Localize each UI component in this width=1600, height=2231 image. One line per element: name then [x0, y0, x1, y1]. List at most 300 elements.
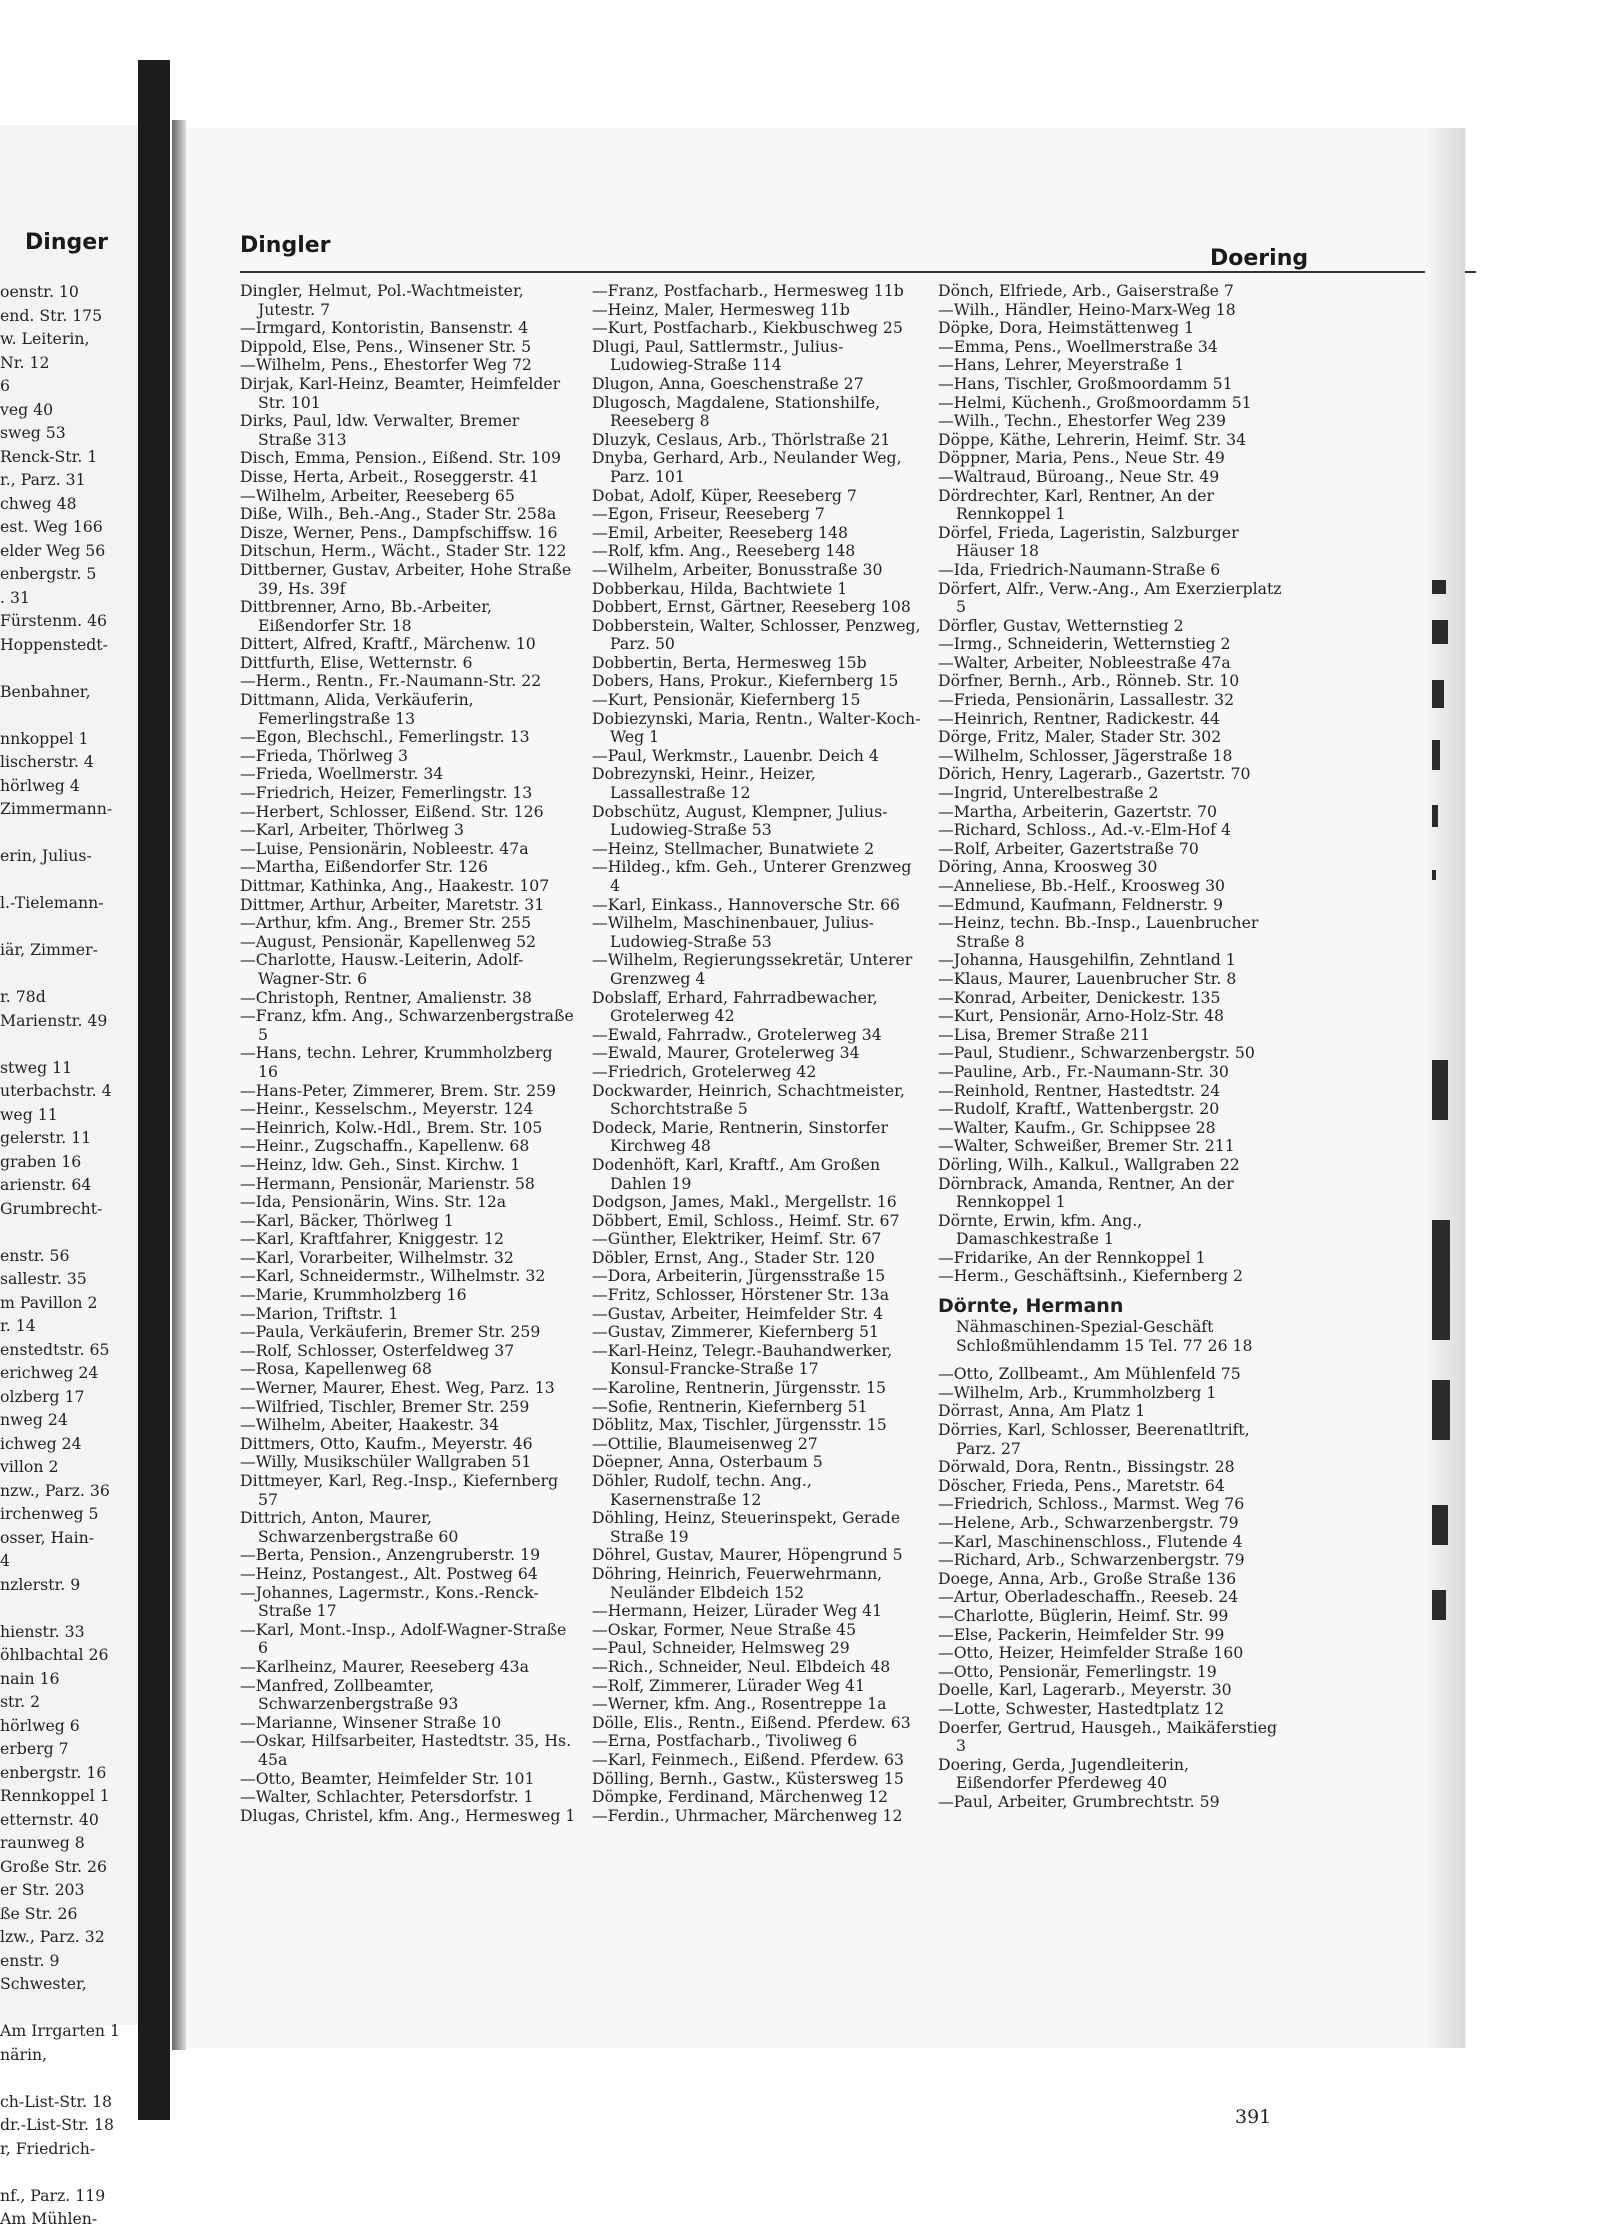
previous-page-line: oenstr. 10	[0, 282, 79, 301]
directory-entry: —Egon, Friseur, Reeseberg 7	[592, 504, 825, 524]
previous-page-line: olzberg 17	[0, 1386, 85, 1406]
directory-entry: —Wilhelm, Pens., Ehestorfer Weg 72	[240, 355, 532, 375]
previous-page-line: . 31	[0, 587, 30, 607]
directory-entry: —Richard, Arb., Schwarzenbergstr. 79	[938, 1550, 1245, 1570]
next-page-edge-marks	[1430, 580, 1452, 1680]
previous-page-line: iär, Zimmer-	[0, 940, 98, 959]
previous-page-line: stweg 11	[0, 1057, 73, 1077]
directory-entry: Dölle, Elis., Rentn., Eißend. Pferdew. 63	[592, 1712, 911, 1732]
directory-entry: Döppe, Käthe, Lehrerin, Heimf. Str. 34	[938, 429, 1247, 449]
directory-entry: —Irmgard, Kontoristin, Bansenstr. 4	[240, 318, 529, 338]
directory-entry: —Fridarike, An der Rennkoppel 1	[938, 1247, 1206, 1267]
directory-entry: —Herbert, Schlosser, Eißend. Str. 126	[240, 801, 544, 821]
directory-entry: Dlugas, Christel, kfm. Ang., Hermesweg 1	[240, 1805, 576, 1825]
directory-entry: —August, Pensionär, Kapellenweg 52	[240, 931, 537, 951]
directory-entry: —Karl, Schneidermstr., Wilhelmstr. 32	[240, 1266, 546, 1286]
directory-entry: Dölling, Bernh., Gastw., Küstersweg 15	[592, 1768, 904, 1788]
directory-entry: Dippold, Else, Pens., Winsener Str. 5	[240, 336, 532, 356]
directory-entry: —Charlotte, Büglerin, Heimf. Str. 99	[938, 1605, 1229, 1625]
directory-entry: Dörnte, Erwin, kfm. Ang., Damaschkestraße 1	[938, 1210, 1143, 1249]
previous-page-line: sweg 53	[0, 423, 66, 442]
directory-entry: —Wilhelm, Arbeiter, Bonusstraße 30	[592, 559, 883, 579]
directory-entry: Döring, Anna, Kroosweg 30	[938, 857, 1158, 877]
previous-page-line: Fürstenm. 46	[0, 611, 108, 630]
directory-entry: Dirjak, Karl-Heinz, Beamter, Heimfelder Str. 101	[240, 373, 561, 412]
previous-page-line: erberg 7	[0, 1739, 69, 1758]
directory-entry: —Heinz, Stellmacher, Bunatwiete 2	[592, 838, 875, 858]
header-rule	[240, 271, 1476, 273]
directory-entry: —Wilh., Händler, Heino-Marx-Weg 18	[938, 299, 1236, 319]
directory-entry: Dockwarder, Heinrich, Schachtmeister, Schorchtstraße 5	[592, 1080, 905, 1119]
directory-entry: Dobschütz, August, Klempner, Julius-Ludowieg-Straße 53	[592, 801, 888, 840]
directory-entry: —Rolf, Arbeiter, Gazertstraße 70	[938, 838, 1199, 858]
directory-entry: —Frieda, Thörlweg 3	[240, 745, 408, 765]
directory-entry: —Friedrich, Grotelerweg 42	[592, 1061, 817, 1081]
directory-page	[186, 128, 1466, 2128]
directory-entry: —Karl, Maschinenschloss., Flutende 4	[938, 1531, 1243, 1551]
directory-entry: Dodeck, Marie, Rentnerin, Sinstorfer Kirchweg 48	[592, 1117, 889, 1156]
directory-entry: Dörries, Karl, Schlosser, Beerenatltrift, Parz. 27	[938, 1420, 1250, 1458]
previous-page-line	[0, 656, 112, 680]
directory-entry: Döblitz, Max, Tischler, Jürgensstr. 15	[592, 1415, 887, 1435]
directory-entry: —Martha, Eißendorfer Str. 126	[240, 857, 488, 877]
directory-entry: —Wilfried, Tischler, Bremer Str. 259	[240, 1396, 530, 1416]
directory-entry: —Ottilie, Blaumeisenweg 27	[592, 1433, 818, 1453]
directory-entry: —Hans, Tischler, Großmoordamm 51	[938, 373, 1233, 393]
directory-entry: —Walter, Kaufm., Gr. Schippsee 28	[938, 1117, 1216, 1137]
previous-page-header: Dinger	[25, 230, 108, 255]
directory-entry: —Heinr., Zugschaffn., Kapellenw. 68	[240, 1136, 530, 1156]
previous-page-line: arienstr. 64	[0, 1175, 92, 1194]
previous-page-line: nweg 24	[0, 1410, 68, 1429]
previous-page-line: enbergstr. 16	[0, 1762, 107, 1782]
directory-entry: —Werner, kfm. Ang., Rosentreppe 1a	[592, 1694, 887, 1714]
directory-entry: —Walter, Schweißer, Bremer Str. 211	[938, 1136, 1235, 1156]
previous-page-line: ch-List-Str. 18	[0, 2091, 113, 2111]
directory-entry: —Otto, Pensionär, Femerlingstr. 19	[938, 1661, 1217, 1681]
directory-entry: —Manfred, Zollbeamter, Schwarzenbergstraße 93	[240, 1675, 459, 1714]
directory-entry: —Karoline, Rentnerin, Jürgensstr. 15	[592, 1378, 887, 1398]
directory-entry: —Wilhelm, Regierungssekretär, Unterer Grenzweg 4	[592, 950, 913, 988]
book-binding	[138, 60, 170, 2120]
directory-entry: —Marie, Krummholzberg 16	[240, 1285, 467, 1305]
directory-entry: —Wilhelm, Arb., Krummholzberg 1	[938, 1382, 1217, 1402]
directory-entry: —Richard, Schloss., Ad.-v.-Elm-Hof 4	[938, 820, 1231, 840]
directory-entry: —Edmund, Kaufmann, Feldnerstr. 9	[938, 894, 1224, 914]
directory-entry: Dnyba, Gerhard, Arb., Neulander Weg, Parz. 101	[592, 448, 902, 486]
directory-column-1	[240, 282, 576, 1825]
running-head-left: Dingler	[240, 233, 331, 258]
previous-page-line: elder Weg 56	[0, 540, 106, 560]
directory-entry: —Emil, Arbeiter, Reeseberg 148	[592, 522, 849, 542]
directory-entry: —Hermann, Pensionär, Marienstr. 58	[240, 1173, 535, 1193]
directory-entry: —Else, Packerin, Heimfelder Str. 99	[938, 1624, 1225, 1644]
directory-entry: —Heinz, ldw. Geh., Sinst. Kirchw. 1	[240, 1154, 521, 1174]
previous-page-line: str. 2	[0, 1692, 41, 1711]
previous-page-line: lischerstr. 4	[0, 752, 94, 771]
directory-entry: Doering, Gerda, Jugendleiterin, Eißendorfer Pferdeweg 40	[938, 1754, 1189, 1793]
directory-entry: —Günther, Elektriker, Heimf. Str. 67	[592, 1229, 882, 1249]
directory-entry: Dörge, Fritz, Maler, Stader Str. 302	[938, 727, 1222, 747]
previous-page-line: Rennkoppel 1	[0, 1786, 110, 1805]
directory-entry: Disze, Werner, Pens., Dampfschiffsw. 16	[240, 522, 558, 542]
directory-entry: Dittberner, Gustav, Arbeiter, Hohe Straße 39, Hs. 39f	[240, 559, 572, 598]
directory-entry: Dittmers, Otto, Kaufm., Meyerstr. 46	[240, 1433, 533, 1453]
previous-page-line: weg 11	[0, 1104, 58, 1124]
previous-page-line: l.-Tielemann-	[0, 893, 104, 912]
directory-entry: —Karl, Arbeiter, Thörlweg 3	[240, 820, 465, 840]
running-head-right: Doering	[1210, 246, 1309, 271]
previous-page-line: chweg 48	[0, 493, 77, 513]
previous-page-line: närin,	[0, 2044, 48, 2064]
directory-entry: —Lotte, Schwester, Hastedtplatz 12	[938, 1698, 1225, 1718]
directory-entry: —Paula, Verkäuferin, Bremer Str. 259	[240, 1322, 541, 1342]
directory-entry: —Karl, Vorarbeiter, Wilhelmstr. 32	[240, 1247, 514, 1267]
directory-entry: —Karl, Feinmech., Eißend. Pferdew. 63	[592, 1749, 905, 1769]
directory-entry: Dobbert, Ernst, Gärtner, Reeseberg 108	[592, 597, 911, 617]
previous-page-line: ichweg 24	[0, 1433, 82, 1453]
directory-entry: —Werner, Maurer, Ehest. Weg, Parz. 13	[240, 1378, 555, 1398]
directory-entry: Disse, Herta, Arbeit., Roseggerstr. 41	[240, 466, 540, 486]
directory-entry: —Hans, techn. Lehrer, Krummholzberg 16	[240, 1043, 553, 1081]
directory-entry: Dörnbrack, Amanda, Rentner, An der Rennkoppel 1	[938, 1173, 1234, 1212]
directory-entry: Dobberkau, Hilda, Bachtwiete 1	[592, 578, 848, 598]
previous-page-line: dr.-List-Str. 18	[0, 2115, 114, 2134]
directory-entry: —Franz, Postfacharb., Hermesweg 11b	[592, 281, 904, 300]
directory-entry: —Emma, Pens., Woellmerstraße 34	[938, 336, 1218, 356]
previous-page-line: uterbachstr. 4	[0, 1081, 112, 1100]
directory-entry: —Wilhelm, Abeiter, Haakestr. 34	[240, 1415, 500, 1435]
previous-page-line: Schwester,	[0, 1974, 87, 1993]
page-number: 391	[1235, 2106, 1272, 2128]
directory-entry: Döhring, Heinrich, Feuerwehrmann, Neuländer Elbdeich 152	[592, 1563, 883, 1602]
previous-page-line: Am Mühlen-	[0, 2209, 98, 2228]
directory-entry: Döhling, Heinz, Steuerinspekt, Gerade Straße 19	[592, 1508, 901, 1546]
previous-page-line: nnkoppel 1	[0, 728, 89, 748]
directory-entry: Dobiezynski, Maria, Rentn., Walter-Koch-Weg 1	[592, 708, 921, 747]
directory-entry: Dörfler, Gustav, Wetternstieg 2	[938, 615, 1184, 635]
directory-entry: —Rich., Schneider, Neul. Elbdeich 48	[592, 1656, 891, 1676]
directory-entry: Dittert, Alfred, Kraftf., Märchenw. 10	[240, 634, 536, 654]
previous-page-line	[0, 2160, 112, 2184]
directory-entry: —Ida, Pensionärin, Wins. Str. 12a	[240, 1192, 507, 1212]
directory-entry: —Luise, Pensionärin, Nobleestr. 47a	[240, 838, 529, 858]
previous-page-line: est. Weg 166	[0, 517, 103, 536]
directory-entry: Dittfurth, Elise, Wetternstr. 6	[240, 652, 473, 672]
previous-page-line: Marienstr. 49	[0, 1010, 108, 1030]
previous-page-line	[0, 821, 112, 845]
previous-page-line: Zimmermann-	[0, 799, 113, 818]
directory-entry: Dobberstein, Walter, Schlosser, Penzweg, Parz. 50	[592, 615, 921, 654]
previous-page-line	[0, 1220, 112, 1244]
directory-entry: Dörich, Henry, Lagerarb., Gazertstr. 70	[938, 764, 1251, 784]
directory-entry: Dittmer, Arthur, Arbeiter, Maretstr. 31	[240, 894, 545, 914]
directory-entry: —Wilhelm, Maschinenbauer, Julius-Ludowieg-Straße 53	[592, 913, 875, 951]
directory-entry: —Arthur, kfm. Ang., Bremer Str. 255	[240, 913, 532, 933]
previous-page-line: enstedtstr. 65	[0, 1339, 110, 1359]
directory-entry: —Heinr., Kesselschm., Meyerstr. 124	[240, 1099, 534, 1119]
directory-entry: —Paul, Arbeiter, Grumbrechtstr. 59	[938, 1791, 1220, 1811]
previous-page-line: villon 2	[0, 1457, 59, 1476]
previous-page-line: Renck-Str. 1	[0, 446, 98, 466]
directory-entry: —Irmg., Schneiderin, Wetternstieg 2	[938, 634, 1231, 654]
directory-entry: Dittmar, Kathinka, Ang., Haakestr. 107	[240, 876, 550, 895]
previous-page-line: ße Str. 26	[0, 1903, 78, 1923]
previous-page-line	[0, 868, 112, 892]
previous-page-line: r. 78d	[0, 987, 46, 1006]
previous-page-line: hörlweg 6	[0, 1715, 80, 1735]
directory-entry: Dodgson, James, Makl., Mergellstr. 16	[592, 1192, 897, 1212]
directory-entry: Dömpke, Ferdinand, Märchenweg 12	[592, 1787, 889, 1807]
directory-entry: Doerfer, Gertrud, Hausgeh., Maikäferstieg 3	[938, 1717, 1278, 1756]
directory-entry: Dörling, Wilh., Kalkul., Wallgraben 22	[938, 1154, 1240, 1174]
previous-page-line: lzw., Parz. 32	[0, 1927, 105, 1946]
directory-entry: —Marianne, Winsener Straße 10	[240, 1712, 502, 1732]
advertisement-line: Nähmaschinen-Spezial-Geschäft	[956, 1317, 1214, 1337]
directory-entry: Dörfel, Frieda, Lageristin, Salzburger Häuser 18	[938, 522, 1239, 561]
directory-entry: —Walter, Arbeiter, Nobleestraße 47a	[938, 652, 1231, 672]
directory-entry: —Willy, Musikschüler Wallgraben 51	[240, 1452, 532, 1472]
directory-entry: —Hildeg., kfm. Geh., Unterer Grenzweg 4	[592, 857, 912, 895]
directory-entry: Ditschun, Herm., Wächt., Stader Str. 122	[240, 541, 567, 561]
directory-entry: Döhrel, Gustav, Maurer, Höpengrund 5	[592, 1545, 903, 1565]
directory-entry: Döscher, Frieda, Pens., Maretstr. 64	[938, 1475, 1225, 1495]
previous-page-line: Hoppenstedt-	[0, 634, 108, 654]
previous-page-line: nzlerstr. 9	[0, 1574, 81, 1594]
directory-entry: —Walter, Schlachter, Petersdorfstr. 1	[240, 1787, 534, 1807]
directory-entry: —Reinhold, Rentner, Hastedtstr. 24	[938, 1080, 1221, 1100]
previous-page-line: end. Str. 175	[0, 305, 103, 325]
directory-entry: —Kurt, Pensionär, Kiefernberg 15	[592, 690, 861, 710]
previous-page-line: Nr. 12	[0, 352, 50, 372]
advertisement-name: Dörnte, Hermann	[938, 1295, 1124, 1318]
directory-entry: —Gustav, Zimmerer, Kiefernberg 51	[592, 1322, 880, 1342]
directory-entry: —Ferdin., Uhrmacher, Märchenweg 12	[592, 1805, 903, 1825]
directory-entry: —Friedrich, Heizer, Femerlingstr. 13	[240, 783, 533, 803]
directory-entry: —Karl, Einkass., Hannoversche Str. 66	[592, 894, 901, 914]
directory-entry: —Friedrich, Schloss., Marmst. Weg 76	[938, 1494, 1245, 1514]
previous-page-line: w. Leiterin,	[0, 329, 90, 348]
directory-entry: Dörrast, Anna, Am Platz 1	[938, 1401, 1146, 1421]
directory-entry: —Paul, Werkmstr., Lauenbr. Deich 4	[592, 745, 879, 765]
directory-entry: —Erna, Postfacharb., Tivoliweg 6	[592, 1731, 858, 1751]
directory-entry: —Otto, Heizer, Heimfelder Straße 160	[938, 1643, 1244, 1663]
directory-entry: Dlugi, Paul, Sattlermstr., Julius-Ludowieg-Straße 114	[592, 336, 844, 375]
directory-entry: —Klaus, Maurer, Lauenbrucher Str. 8	[938, 968, 1237, 988]
directory-entry: Dirks, Paul, ldw. Verwalter, Bremer Straße 313	[240, 411, 520, 449]
directory-entry: —Paul, Studienr., Schwarzenbergstr. 50	[938, 1043, 1255, 1063]
directory-entry: —Karl, Mont.-Insp., Adolf-Wagner-Straße 6	[240, 1619, 567, 1658]
directory-entry: Dluzyk, Ceslaus, Arb., Thörlstraße 21	[592, 429, 891, 449]
previous-page-line: erin, Julius-	[0, 846, 92, 865]
directory-entry: —Karl-Heinz, Telegr.-Bauhandwerker, Konsul-Francke-Straße 17	[592, 1340, 893, 1379]
directory-entry: —Rosa, Kapellenweg 68	[240, 1359, 432, 1379]
directory-entry: —Rudolf, Kraftf., Wattenbergstr. 20	[938, 1099, 1220, 1119]
directory-entry: —Rolf, Schlosser, Osterfeldweg 37	[240, 1340, 515, 1360]
directory-entry: —Heinz, Postangest., Alt. Postweg 64	[240, 1563, 538, 1583]
directory-entry: Doelle, Karl, Lagerarb., Meyerstr. 30	[938, 1680, 1232, 1700]
previous-page-line: sallestr. 35	[0, 1269, 87, 1288]
directory-entry: Döppner, Maria, Pens., Neue Str. 49	[938, 448, 1225, 468]
directory-entry: Döbler, Ernst, Ang., Stader Str. 120	[592, 1247, 875, 1267]
directory-entry: —Egon, Blechschl., Femerlingstr. 13	[240, 727, 530, 747]
directory-entry: —Ida, Friedrich-Naumann-Straße 6	[938, 559, 1221, 579]
directory-entry: Dörfert, Alfr., Verw.-Ang., Am Exerzierplatz 5	[938, 578, 1282, 617]
directory-entry: —Hermann, Heizer, Lürader Weg 41	[592, 1601, 883, 1621]
previous-page-line: öhlbachtal 26	[0, 1645, 109, 1664]
previous-page-line	[0, 1032, 112, 1056]
previous-page-line	[0, 2066, 112, 2090]
advertisement-line: Schloßmühlendamm 15 Tel. 77 26 18	[956, 1335, 1253, 1355]
directory-entry: —Sofie, Rentnerin, Kiefernberg 51	[592, 1396, 868, 1416]
previous-page-line: irchenweg 5	[0, 1504, 99, 1523]
previous-page-line: nf., Parz. 119	[0, 2185, 106, 2205]
previous-page-line	[0, 1996, 112, 2020]
directory-entry: —Lisa, Bremer Straße 211	[938, 1024, 1151, 1044]
previous-page-line: Am Irrgarten 1	[0, 2021, 120, 2040]
directory-entry: —Waltraud, Büroang., Neue Str. 49	[938, 466, 1220, 486]
directory-entry: —Kurt, Pensionär, Arno-Holz-Str. 48	[938, 1006, 1225, 1026]
directory-entry: —Hans, Lehrer, Meyerstraße 1	[938, 355, 1185, 375]
directory-entry: —Herm., Rentn., Fr.-Naumann-Str. 22	[240, 671, 542, 691]
directory-entry: —Karl, Bäcker, Thörlweg 1	[240, 1210, 454, 1230]
directory-entry: —Otto, Zollbeamt., Am Mühlenfeld 75	[938, 1364, 1241, 1384]
previous-page-line: enbergstr. 5	[0, 564, 97, 583]
directory-entry: —Wilhelm, Arbeiter, Reeseberg 65	[240, 485, 515, 505]
previous-page-line: hienstr. 33	[0, 1621, 85, 1641]
directory-entry: —Oskar, Hilfsarbeiter, Hastedtstr. 35, Hs. 45a	[240, 1731, 572, 1769]
directory-entry: —Artur, Oberladeschaffn., Reeseb. 24	[938, 1587, 1239, 1607]
previous-page-line: Benbahner,	[0, 681, 91, 701]
directory-entry: —Helene, Arb., Schwarzenbergstr. 79	[938, 1513, 1239, 1532]
directory-entry: —Paul, Schneider, Helmsweg 29	[592, 1638, 850, 1658]
directory-entry: Dördrechter, Karl, Rentner, An der Rennkoppel 1	[938, 485, 1215, 524]
directory-entry: Dobslaff, Erhard, Fahrradbewacher, Grotelerweg 42	[592, 987, 878, 1026]
directory-entry: Dobbertin, Berta, Hermesweg 15b	[592, 652, 867, 672]
directory-entry: Döbbert, Emil, Schloss., Heimf. Str. 67	[592, 1210, 900, 1230]
previous-page-line: raunweg 8	[0, 1833, 85, 1852]
previous-page-line: 4	[0, 1551, 10, 1570]
directory-entry: —Herm., Geschäftsinh., Kiefernberg 2	[938, 1266, 1243, 1286]
directory-entry: —Ewald, Maurer, Grotelerweg 34	[592, 1043, 860, 1063]
previous-page-line: Große Str. 26	[0, 1856, 107, 1876]
previous-page-line	[0, 915, 112, 939]
previous-page-line: er Str. 203	[0, 1880, 85, 1899]
previous-page-line: r., Parz. 31	[0, 470, 86, 489]
directory-entry: —Heinrich, Kolw.-Hdl., Brem. Str. 105	[240, 1117, 543, 1137]
previous-page-line: nain 16	[0, 1668, 60, 1688]
directory-entry: —Konrad, Arbeiter, Denickestr. 135	[938, 987, 1221, 1007]
directory-entry: Disch, Emma, Pension., Eißend. Str. 109	[240, 448, 561, 468]
previous-page-line	[0, 703, 112, 727]
directory-entry: —Kurt, Postfacharb., Kiekbuschweg 25	[592, 318, 903, 338]
directory-entry: —Heinz, Maler, Hermesweg 11b	[592, 299, 850, 319]
previous-page-text	[0, 280, 120, 2231]
directory-entry: —Martha, Arbeiterin, Gazertstr. 70	[938, 801, 1217, 821]
directory-entry: —Rolf, kfm. Ang., Reeseberg 148	[592, 541, 856, 561]
directory-entry: —Christoph, Rentner, Amalienstr. 38	[240, 987, 532, 1007]
previous-page-line: gelerstr. 11	[0, 1128, 92, 1147]
directory-entry: —Johanna, Hausgehilfin, Zehntland 1	[938, 950, 1236, 970]
directory-entry: —Charlotte, Hausw.-Leiterin, Adolf-Wagner-Str. 6	[240, 950, 524, 988]
directory-entry: —Otto, Beamter, Heimfelder Str. 101	[240, 1768, 535, 1788]
directory-entry: —Frieda, Woellmerstr. 34	[240, 764, 444, 784]
directory-entry: Dörwald, Dora, Rentn., Bissingstr. 28	[938, 1457, 1235, 1477]
directory-entry: Dodenhöft, Karl, Kraftf., Am Großen Dahlen 19	[592, 1154, 881, 1193]
previous-page-line: osser, Hain-	[0, 1527, 95, 1547]
previous-page-line: 6	[0, 376, 10, 395]
previous-page-line: enstr. 9	[0, 1950, 60, 1970]
previous-page-line: m Pavillon 2	[0, 1292, 98, 1312]
directory-entry: —Johannes, Lagermstr., Kons.-Renck-Straße 17	[240, 1582, 539, 1621]
previous-page-line: enstr. 56	[0, 1245, 70, 1265]
directory-entry: —Ewald, Fahrradw., Grotelerweg 34	[592, 1024, 882, 1044]
directory-column-3	[938, 282, 1284, 1812]
directory-entry: Dingler, Helmut, Pol.-Wachtmeister, Jutestr. 7	[240, 281, 524, 319]
directory-entry: —Rolf, Zimmerer, Lürader Weg 41	[592, 1675, 865, 1695]
directory-entry: —Pauline, Arb., Fr.-Naumann-Str. 30	[938, 1061, 1229, 1081]
directory-entry: —Anneliese, Bb.-Helf., Kroosweg 30	[938, 876, 1226, 895]
previous-page-line: erichweg 24	[0, 1363, 99, 1382]
directory-entry: —Karlheinz, Maurer, Reeseberg 43a	[240, 1656, 529, 1676]
directory-entry: —Wilhelm, Schlosser, Jägerstraße 18	[938, 745, 1233, 765]
directory-entry: —Ingrid, Unterelbestraße 2	[938, 783, 1159, 803]
directory-entry: Dittbrenner, Arno, Bb.-Arbeiter, Eißendorfer Str. 18	[240, 597, 492, 635]
previous-page-line: nzw., Parz. 36	[0, 1480, 110, 1500]
directory-entry: Dobat, Adolf, Küper, Reeseberg 7	[592, 485, 857, 505]
page-gutter	[172, 120, 186, 2050]
directory-entry: Döepner, Anna, Osterbaum 5	[592, 1452, 823, 1472]
directory-entry: —Hans-Peter, Zimmerer, Brem. Str. 259	[240, 1080, 557, 1100]
directory-entry: Dittrich, Anton, Maurer, Schwarzenbergstraße 60	[240, 1508, 459, 1546]
directory-entry: Diße, Wilh., Beh.-Ang., Stader Str. 258a	[240, 504, 557, 524]
directory-entry: Dönch, Elfriede, Arb., Gaiserstraße 7	[938, 281, 1234, 300]
directory-entry: Dobers, Hans, Prokur., Kiefernberg 15	[592, 671, 899, 691]
directory-entry: Doege, Anna, Arb., Große Straße 136	[938, 1568, 1237, 1588]
directory-entry: —Berta, Pension., Anzengruberstr. 19	[240, 1545, 541, 1565]
directory-entry: Dittmann, Alida, Verkäuferin, Femerlingstraße 13	[240, 690, 474, 728]
directory-entry: Döpke, Dora, Heimstättenweg 1	[938, 318, 1194, 338]
previous-page-line	[0, 1596, 112, 1620]
directory-entry: —Heinrich, Rentner, Radickestr. 44	[938, 708, 1221, 728]
directory-entry: Dobrezynski, Heinr., Heizer, Lassallestraße 12	[592, 764, 816, 803]
directory-entry: Dlugon, Anna, Goeschenstraße 27	[592, 373, 864, 393]
previous-page-line: hörlweg 4	[0, 775, 80, 795]
directory-entry: Dörfner, Bernh., Arb., Rönneb. Str. 10	[938, 671, 1240, 691]
directory-entry: —Dora, Arbeiterin, Jürgensstraße 15	[592, 1266, 886, 1286]
directory-entry: —Heinz, techn. Bb.-Insp., Lauenbrucher Straße 8	[938, 913, 1259, 951]
directory-entry: —Fritz, Schlosser, Hörstener Str. 13a	[592, 1285, 890, 1305]
directory-entry: Dittmeyer, Karl, Reg.-Insp., Kiefernberg 57	[240, 1471, 559, 1509]
directory-entry: —Wilh., Techn., Ehestorfer Weg 239	[938, 411, 1226, 431]
directory-entry: Döhler, Rudolf, techn. Ang., Kasernenstraße 12	[592, 1471, 812, 1509]
previous-page-line: Grumbrecht-	[0, 1198, 103, 1218]
directory-entry: —Frieda, Pensionärin, Lassallestr. 32	[938, 690, 1235, 710]
previous-page-line: veg 40	[0, 399, 54, 419]
previous-page-line: graben 16	[0, 1151, 82, 1171]
directory-entry: —Helmi, Küchenh., Großmoordamm 51	[938, 392, 1252, 412]
directory-entry: —Gustav, Arbeiter, Heimfelder Str. 4	[592, 1303, 884, 1323]
directory-entry: —Karl, Kraftfahrer, Kniggestr. 12	[240, 1229, 504, 1249]
previous-page-line: r. 14	[0, 1316, 36, 1335]
directory-entry: —Marion, Triftstr. 1	[240, 1303, 399, 1323]
directory-entry: Dlugosch, Magdalene, Stationshilfe, Reeseberg 8	[592, 392, 881, 431]
directory-entry: —Oskar, Former, Neue Straße 45	[592, 1619, 857, 1639]
previous-page-line: r, Friedrich-	[0, 2138, 96, 2158]
previous-page-fragment	[0, 125, 148, 2228]
previous-page-line: etternstr. 40	[0, 1809, 99, 1829]
previous-page-line	[0, 962, 112, 986]
